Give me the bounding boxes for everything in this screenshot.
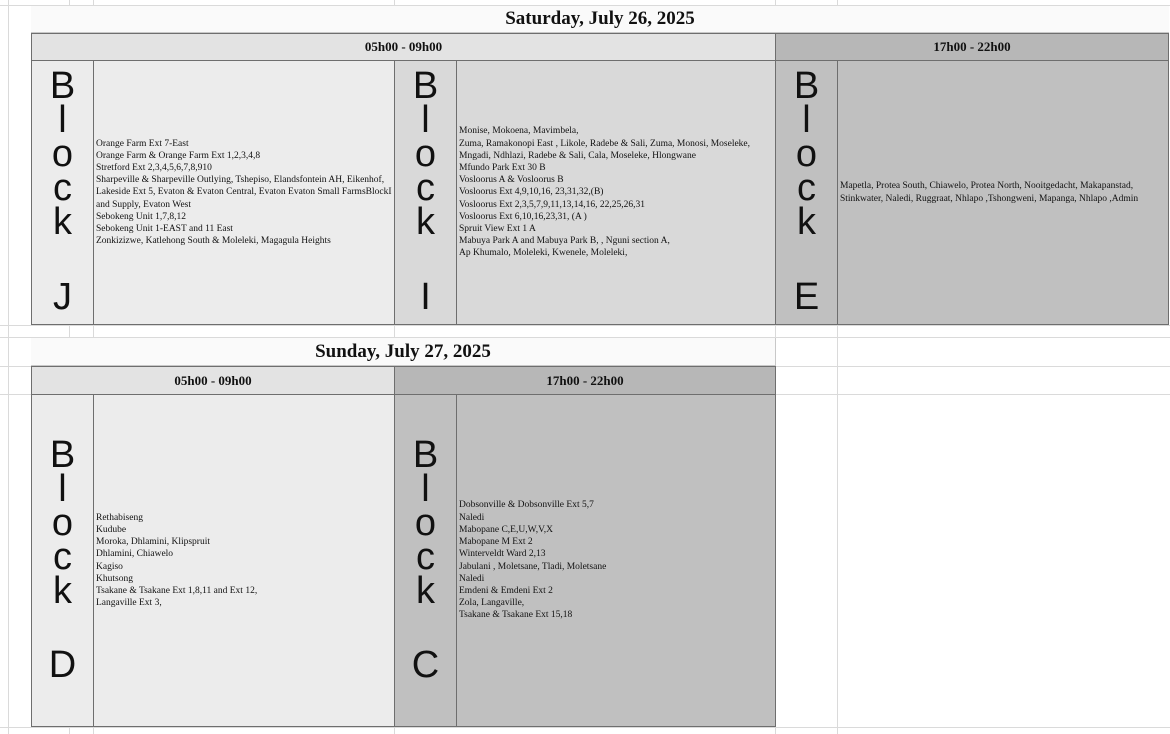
- area-entry: Orange Farm & Orange Farm Ext 1,2,3,4,8: [96, 150, 261, 161]
- time-slot-header: 17h00 - 22h00: [394, 366, 776, 395]
- area-entry: Mfundo Park Ext 30 B: [459, 162, 546, 173]
- area-entry: Zola, Langaville,: [459, 598, 525, 609]
- block-letter: I: [420, 276, 431, 318]
- area-list: [456, 394, 776, 727]
- area-entry: Spruit View Ext 1 A: [459, 224, 536, 234]
- grid-line: [0, 727, 1170, 728]
- area-entry: Mabopane M Ext 2: [459, 537, 533, 548]
- area-entry: Rethabiseng: [96, 512, 143, 523]
- block-label: [394, 60, 457, 325]
- block-word: B l o c k: [412, 434, 439, 612]
- block-letter: J: [53, 276, 72, 318]
- grid-line: [0, 325, 1170, 326]
- area-entry: Dobsonville & Dobsonville Ext 5,7: [459, 500, 594, 511]
- area-entry: Stinkwater, Naledi, Ruggraat, Nhlapo ,Tshongweni, Mapanga, Nhlapo ,Admin: [840, 193, 1139, 204]
- area-entry: Vosloorus A & Vosloorus B: [459, 175, 564, 186]
- area-entry: Kudube: [96, 524, 127, 535]
- area-entry: and Supply, Evaton West: [96, 199, 192, 210]
- area-entry: Mngadi, Ndhlazi, Radebe & Sali, Cala, Moseleke, Hlongwane: [459, 150, 696, 161]
- block-word: B l o c k: [412, 65, 439, 243]
- area-entry: Stretford Ext 2,3,4,5,6,7,8,910: [96, 162, 212, 173]
- area-entry: Zonkizizwe, Katlehong South & Moleleki, Magagula Heights: [96, 236, 331, 247]
- area-entry: Ap Khumalo, Moleleki, Kwenele, Moleleki,: [459, 248, 628, 259]
- area-entry: Naledi: [459, 573, 485, 584]
- area-entry: Mabopane C,E,U,W,V,X: [459, 524, 553, 535]
- area-entry: Vosloorus Ext 4,9,10,16, 23,31,32,(B): [459, 187, 604, 198]
- area-entry: Moroka, Dhlamini, Klipspruit: [96, 537, 210, 548]
- area-entry: Langaville Ext 3,: [96, 598, 162, 609]
- area-list: [93, 60, 395, 325]
- area-entry: Kagiso: [96, 561, 123, 572]
- area-list: [93, 394, 395, 727]
- area-entry: Sebokeng Unit 1-EAST and 11 East: [96, 224, 233, 234]
- date-header: Sunday, July 27, 2025: [31, 338, 776, 366]
- area-entry: Jabulani , Moletsane, Tladi, Moletsane: [459, 561, 607, 572]
- block-letter: D: [48, 644, 77, 686]
- area-entry: Orange Farm Ext 7-East: [96, 138, 189, 149]
- time-slot-header: 17h00 - 22h00: [775, 33, 1169, 61]
- area-list: [456, 60, 776, 325]
- area-entry: Winterveldt Ward 2,13: [459, 549, 546, 560]
- area-entry: Vosloorus Ext 6,10,16,23,31, (A ): [459, 211, 587, 222]
- time-slot-header: 05h00 - 09h00: [31, 366, 395, 395]
- block-label: [31, 394, 94, 727]
- area-entry: Naledi: [459, 512, 485, 523]
- block-label: [775, 60, 838, 325]
- date-header: Saturday, July 26, 2025: [31, 6, 1169, 33]
- area-entry: Tsakane & Tsakane Ext 15,18: [459, 610, 573, 621]
- area-entry: Sebokeng Unit 1,7,8,12: [96, 211, 186, 222]
- time-slot-header: 05h00 - 09h00: [31, 33, 776, 61]
- area-entry: Khutsong: [96, 573, 133, 584]
- area-entry: Emdeni & Emdeni Ext 2: [459, 585, 553, 596]
- block-word: B l o c k: [793, 65, 820, 243]
- area-entry: Monise, Mokoena, Mavimbela,: [459, 126, 579, 137]
- area-entry: Lakeside Ext 5, Evaton & Evaton Central, Evaton Evaton Small FarmsBlockI: [96, 187, 392, 198]
- block-word: B l o c k: [49, 65, 76, 243]
- area-entry: Zuma, Ramakonopi East , Likole, Radebe & Sali, Zuma, Monosi, Moseleke,: [459, 138, 751, 149]
- block-letter: C: [411, 644, 440, 686]
- block-label: [31, 60, 94, 325]
- area-entry: Tsakane & Tsakane Ext 1,8,11 and Ext 12,: [96, 585, 258, 596]
- area-list: [837, 60, 1169, 325]
- block-word: B l o c k: [49, 434, 76, 612]
- area-entry: Mapetla, Protea South, Chiawelo, Protea North, Nooitgedacht, Makapanstad,: [840, 181, 1134, 192]
- grid-line: [8, 0, 9, 734]
- block-label: [394, 394, 457, 727]
- area-entry: Sharpeville & Sharpeville Outlying, Tshepiso, Elandsfontein AH, Eikenhof,: [96, 175, 385, 186]
- area-entry: Dhlamini, Chiawelo: [96, 549, 174, 560]
- area-entry: Vosloorus Ext 2,3,5,7,9,11,13,14,16, 22,25,26,31: [459, 199, 646, 210]
- area-entry: Mabuya Park A and Mabuya Park B, , Nguni section A,: [459, 236, 670, 247]
- block-letter: E: [793, 276, 820, 318]
